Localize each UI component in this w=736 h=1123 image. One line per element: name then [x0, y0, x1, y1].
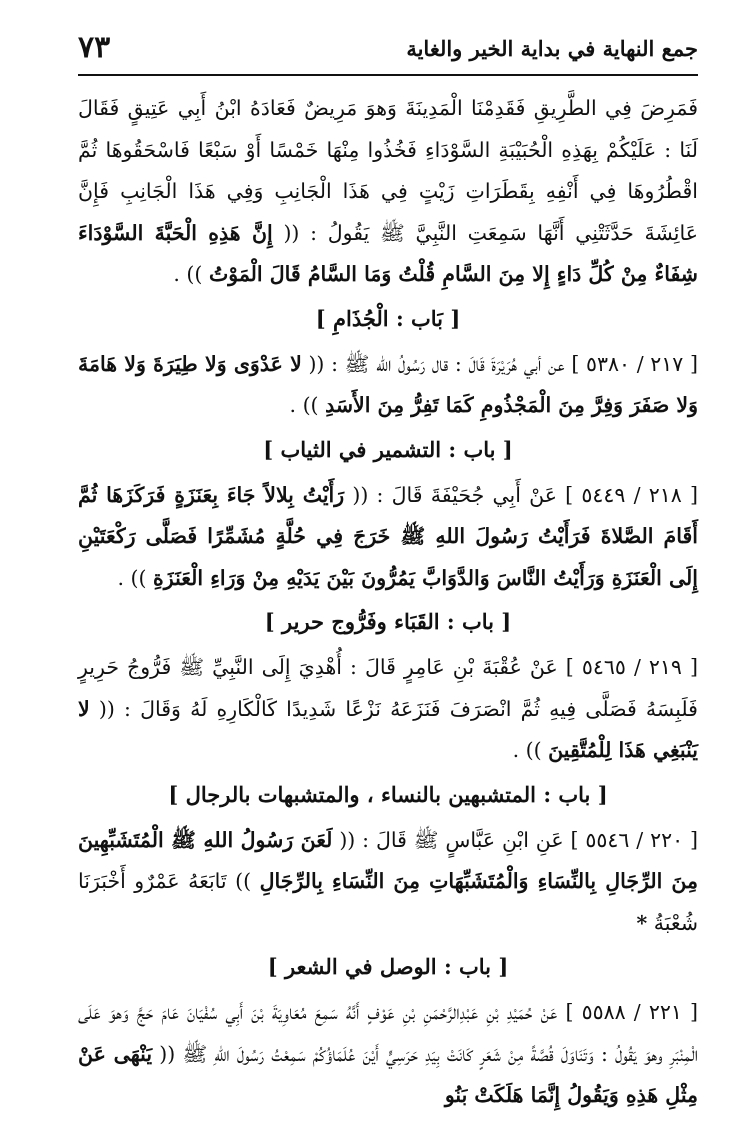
- hadith-paragraph-continued: [78, 88, 698, 296]
- prophetic-saying: إِنَّ هَذِهِ الْحَبَّةَ السَّوْدَاءَ شِفَاءٌ مِنْ كُلِّ دَاءٍ إِلا مِنَ السَّامِ قُلْتُ وَمَا السَّامُ قَالَ الْمَوْتُ: [78, 220, 698, 286]
- quote-close: )) .: [512, 738, 542, 762]
- chapter-heading-garments: [ باب : التشمير في الثياب ]: [263, 436, 513, 462]
- hadith-221: [78, 992, 698, 1117]
- running-title: جمع النهاية في بداية الخير والغاية: [406, 36, 698, 61]
- prophetic-saying: لا عَدْوَى وَلا طِيَرَةَ وَلا هَامَةَ وَلا صَفَرَ وَفِرَّ مِنَ الْمَجْذُومِ كَمَا تَفِرُّ مِنَ الأَسَدِ: [78, 351, 698, 417]
- narration-text: [ ٢١٩ / ٥٤٦٥ ] عَنْ عُقْبَةَ بْنِ عَامِرٍ قَالَ : أُهْدِيَ إِلَى النَّبِيِّ ﷺ فَرُّوجُ حَرِيرٍ فَلَبِسَهُ فَصَلَّى فِيهِ ثُمَّ انْصَرَفَ فَنَزَعَهُ نَزْعًا شَدِيدًا كَالْكَارِهِ لَهُ وَقَالَ : ((: [78, 655, 698, 721]
- quote-close: )) .: [289, 393, 319, 417]
- hadith-218: [78, 475, 698, 600]
- hadith-217: [78, 344, 698, 427]
- hadith-219: [78, 647, 698, 772]
- quote-close: )) .: [117, 565, 147, 590]
- chapter-heading-silk: [ باب : القَبَاء وفَرُّوج حرير ]: [264, 609, 512, 634]
- prophetic-saying: يَنْهَى عَنْ مِثْلِ هَذِهِ وَيَقُولُ إِنَّمَا هَلَكَتْ بَنُو: [78, 1041, 698, 1107]
- hadith-220: [78, 820, 698, 945]
- chapter-heading-hair-extension: [ باب : الوصل في الشعر ]: [267, 954, 509, 979]
- prophetic-saying: لا يَنْبَغِي هَذَا لِلْمُتَّقِينَ: [78, 696, 698, 762]
- chapter-heading-leprosy: [ بَاب : الْجُذَامِ ]: [315, 305, 461, 331]
- page-body: [78, 88, 698, 1123]
- chapter-heading-imitation: [ باب : المتشبهين بالنساء ، والمتشبهات بالرجال ]: [168, 781, 608, 807]
- narration-text: فَمَرِضَ فِي الطَّرِيقِ فَقَدِمْنَا الْمَدِينَةَ وَهوَ مَرِيضٌ فَعَادَهُ ابْنُ أَبِي عَتِيقٍ فَقَالَ لَنَا : عَلَيْكُمْ بِهَذِهِ الْحُبَيْبَةِ السَّوْدَاءِ فَخُذُوا مِنْهَا خَمْسًا أَوْ سَبْعًا فَاسْحَقُوهَا ثُمَّ اقْطُرُوهَا فِي أَنْفِهِ بِقَطَرَاتِ زَيْتٍ فِي هَذَا الْجَانِبِ وَفِي هَذَا الْجَانِبِ فَإِنَّ عَائِشَةَ حَدَّثَتْنِي أَنَّهَا سَمِعَتِ النَّبِيَّ ﷺ يَقُولُ : ((: [78, 96, 698, 245]
- page-header: [78, 28, 698, 76]
- prophetic-saying: رَأَيْتُ بِلالاً جَاءَ بِعَنَزَةٍ فَرَكَزَهَا ثُمَّ أَقَامَ الصَّلاةَ فَرَأَيْتُ رَسُولَ اللهِ ﷺ خَرَجَ فِي حُلَّةٍ مُشَمِّرًا فَصَلَّى رَكْعَتَيْنِ إِلَى الْعَنَزَةِ وَرَأَيْتُ النَّاسَ وَالدَّوَابَّ يَمُرُّونَ بَيْنَ يَدَيْهِ مِنْ وَرَاءِ الْعَنَزَةِ: [78, 482, 698, 590]
- page-number: ٧٣: [78, 30, 111, 65]
- narration-text: [ ٢١٧ / ٥٣٨٠ ] عن أبي هُرَيْرَةَ قَالَ : قال رَسُولُ الله ﷺ : ((: [308, 351, 698, 376]
- narration-text: [ ٢٢١ / ٥٥٨٨ ] عَنْ حُمَيْدِ بْنِ عَبْدِالرَّحْمَنِ بْنِ عَوْفٍ أَنَّهُ سَمِعَ مُعَاوِيَةَ بْنَ أَبِي سُفْيَانَ عَامَ حَجَّ وَهوَ عَلَى الْمِنْبَرِ وهوَ يَقُولُ : وَتَنَاوَلَ قُصَّةً مِنْ شَعَرٍ كَانَتْ بِيَدِ حَرَسِيٍّ أَيْنَ عُلَمَاؤُكُمْ سَمِعْتُ رَسُولَ اللهِ ﷺ ((: [78, 1000, 698, 1066]
- prophetic-saying: لَعَنَ رَسُولُ اللهِ ﷺ الْمُتَشَبِّهِينَ مِنَ الرِّجَالِ بِالنِّسَاءِ وَالْمُتَشَبِّهَاتِ مِنَ النِّسَاءِ بِالرِّجَالِ: [78, 827, 698, 893]
- quote-close: )) تَابَعَهُ عَمْرٌو أَخْبَرَنَا شُعْبَةُ: [78, 869, 698, 935]
- footnote-star-icon: *: [636, 910, 648, 935]
- narration-text: [ ٢١٨ / ٥٤٤٩ ] عَنْ أَبِي جُحَيْفَةَ قَالَ : ((: [352, 482, 698, 507]
- quote-close: )) .: [173, 262, 203, 286]
- narration-text: [ ٢٢٠ / ٥٥٤٦ ] عَنِ ابْنِ عَبَّاسٍ ﷺ قَالَ : ((: [339, 827, 698, 852]
